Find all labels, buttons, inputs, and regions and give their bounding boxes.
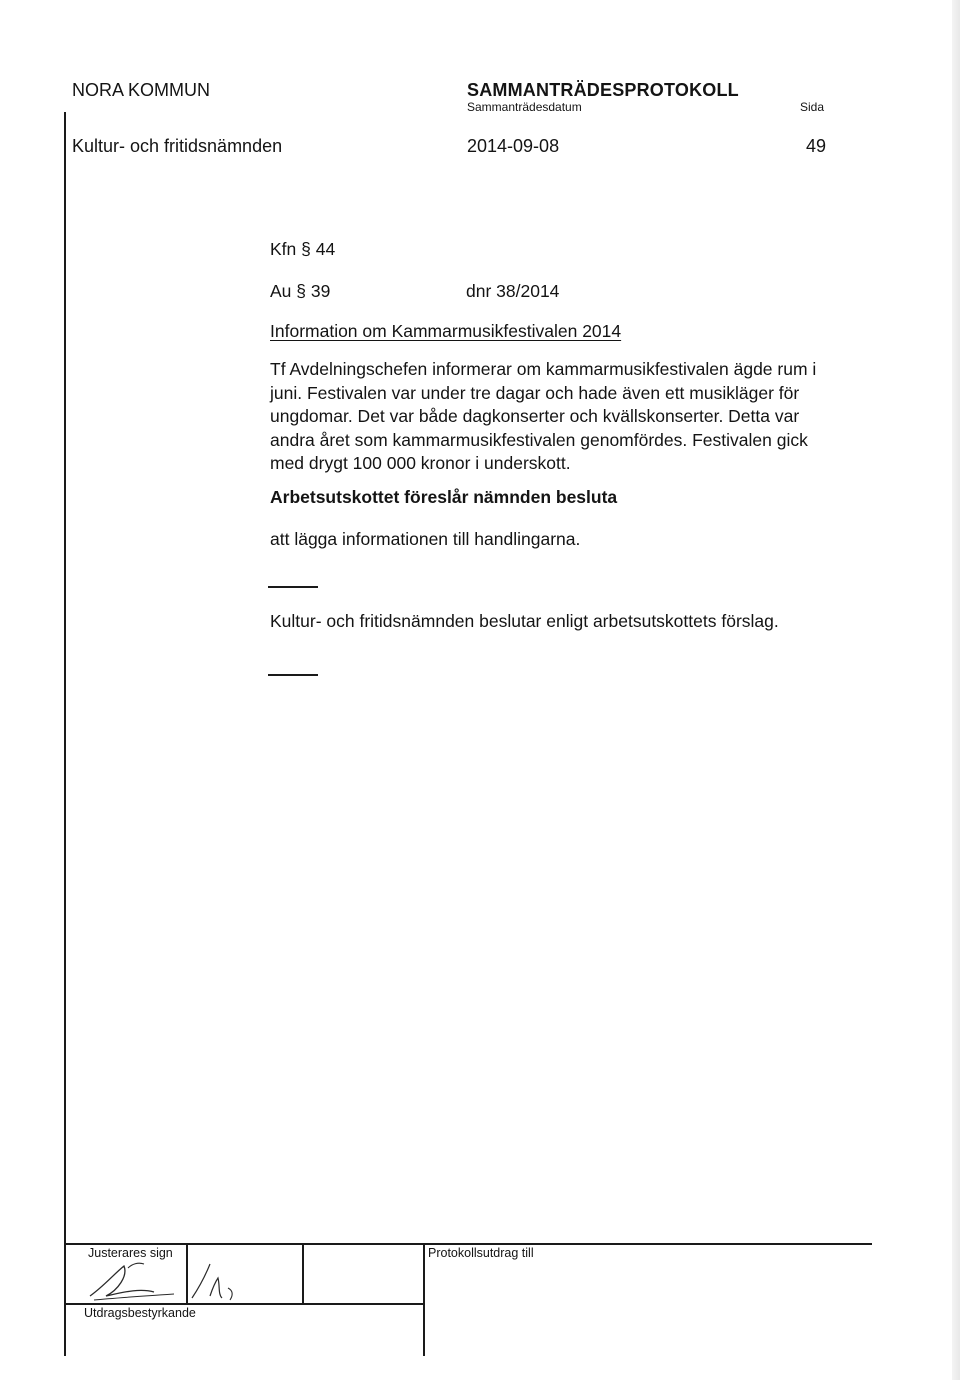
scan-edge — [952, 0, 960, 1380]
diary-number: dnr 38/2014 — [466, 281, 560, 301]
page-label: Sida — [800, 100, 825, 114]
meeting-date-label: Sammanträdesdatum — [467, 100, 582, 114]
paragraph-line: juni. Festivalen var under tre dagar och hade även ett musikläger för — [270, 382, 800, 403]
protokollsutdrag-till-label: Protokollsutdrag till — [428, 1246, 534, 1260]
end-separator-line — [268, 674, 318, 676]
kfn-paragraph-number: Kfn § 44 — [270, 239, 336, 259]
committee-name: Kultur- och fritidsnämnden — [72, 136, 283, 156]
section-title: Information om Kammarmusikfestivalen 2014 — [270, 321, 622, 341]
separator-line — [268, 586, 318, 588]
paragraph-line: andra året som kammarmusikfestivalen genomfördes. Festivalen gick — [270, 429, 808, 450]
utdragsbestyrkande-label: Utdragsbestyrkande — [84, 1306, 196, 1320]
municipality-name: NORA KOMMUN — [72, 80, 211, 100]
au-paragraph-number: Au § 39 — [270, 281, 331, 301]
paragraph-line: med drygt 100 000 kronor i underskott. — [270, 453, 571, 473]
signature-initials-2 — [188, 1256, 248, 1304]
meeting-date: 2014-09-08 — [467, 136, 560, 156]
paragraph-line: Tf Avdelningschefen informerar om kammarmusikfestivalen ägde rum i — [270, 359, 817, 379]
decision-text: Kultur- och fritidsnämnden beslutar enligt arbetsutskottets förslag. — [270, 611, 779, 631]
signature-initials-1 — [84, 1256, 184, 1304]
justerares-sign-label: Justerares sign — [88, 1246, 173, 1260]
proposal-text: att lägga informationen till handlingarna. — [270, 529, 581, 549]
information-paragraph — [270, 358, 850, 476]
proposal-heading: Arbetsutskottet föreslår nämnden besluta — [270, 487, 618, 507]
paragraph-line: ungdomar. Det var både dagkonserter och kvällskonserter. Detta var — [270, 406, 800, 426]
page-number: 49 — [806, 136, 827, 156]
left-margin-rule — [64, 112, 66, 1356]
document-type-title: SAMMANTRÄDESPROTOKOLL — [467, 80, 739, 100]
